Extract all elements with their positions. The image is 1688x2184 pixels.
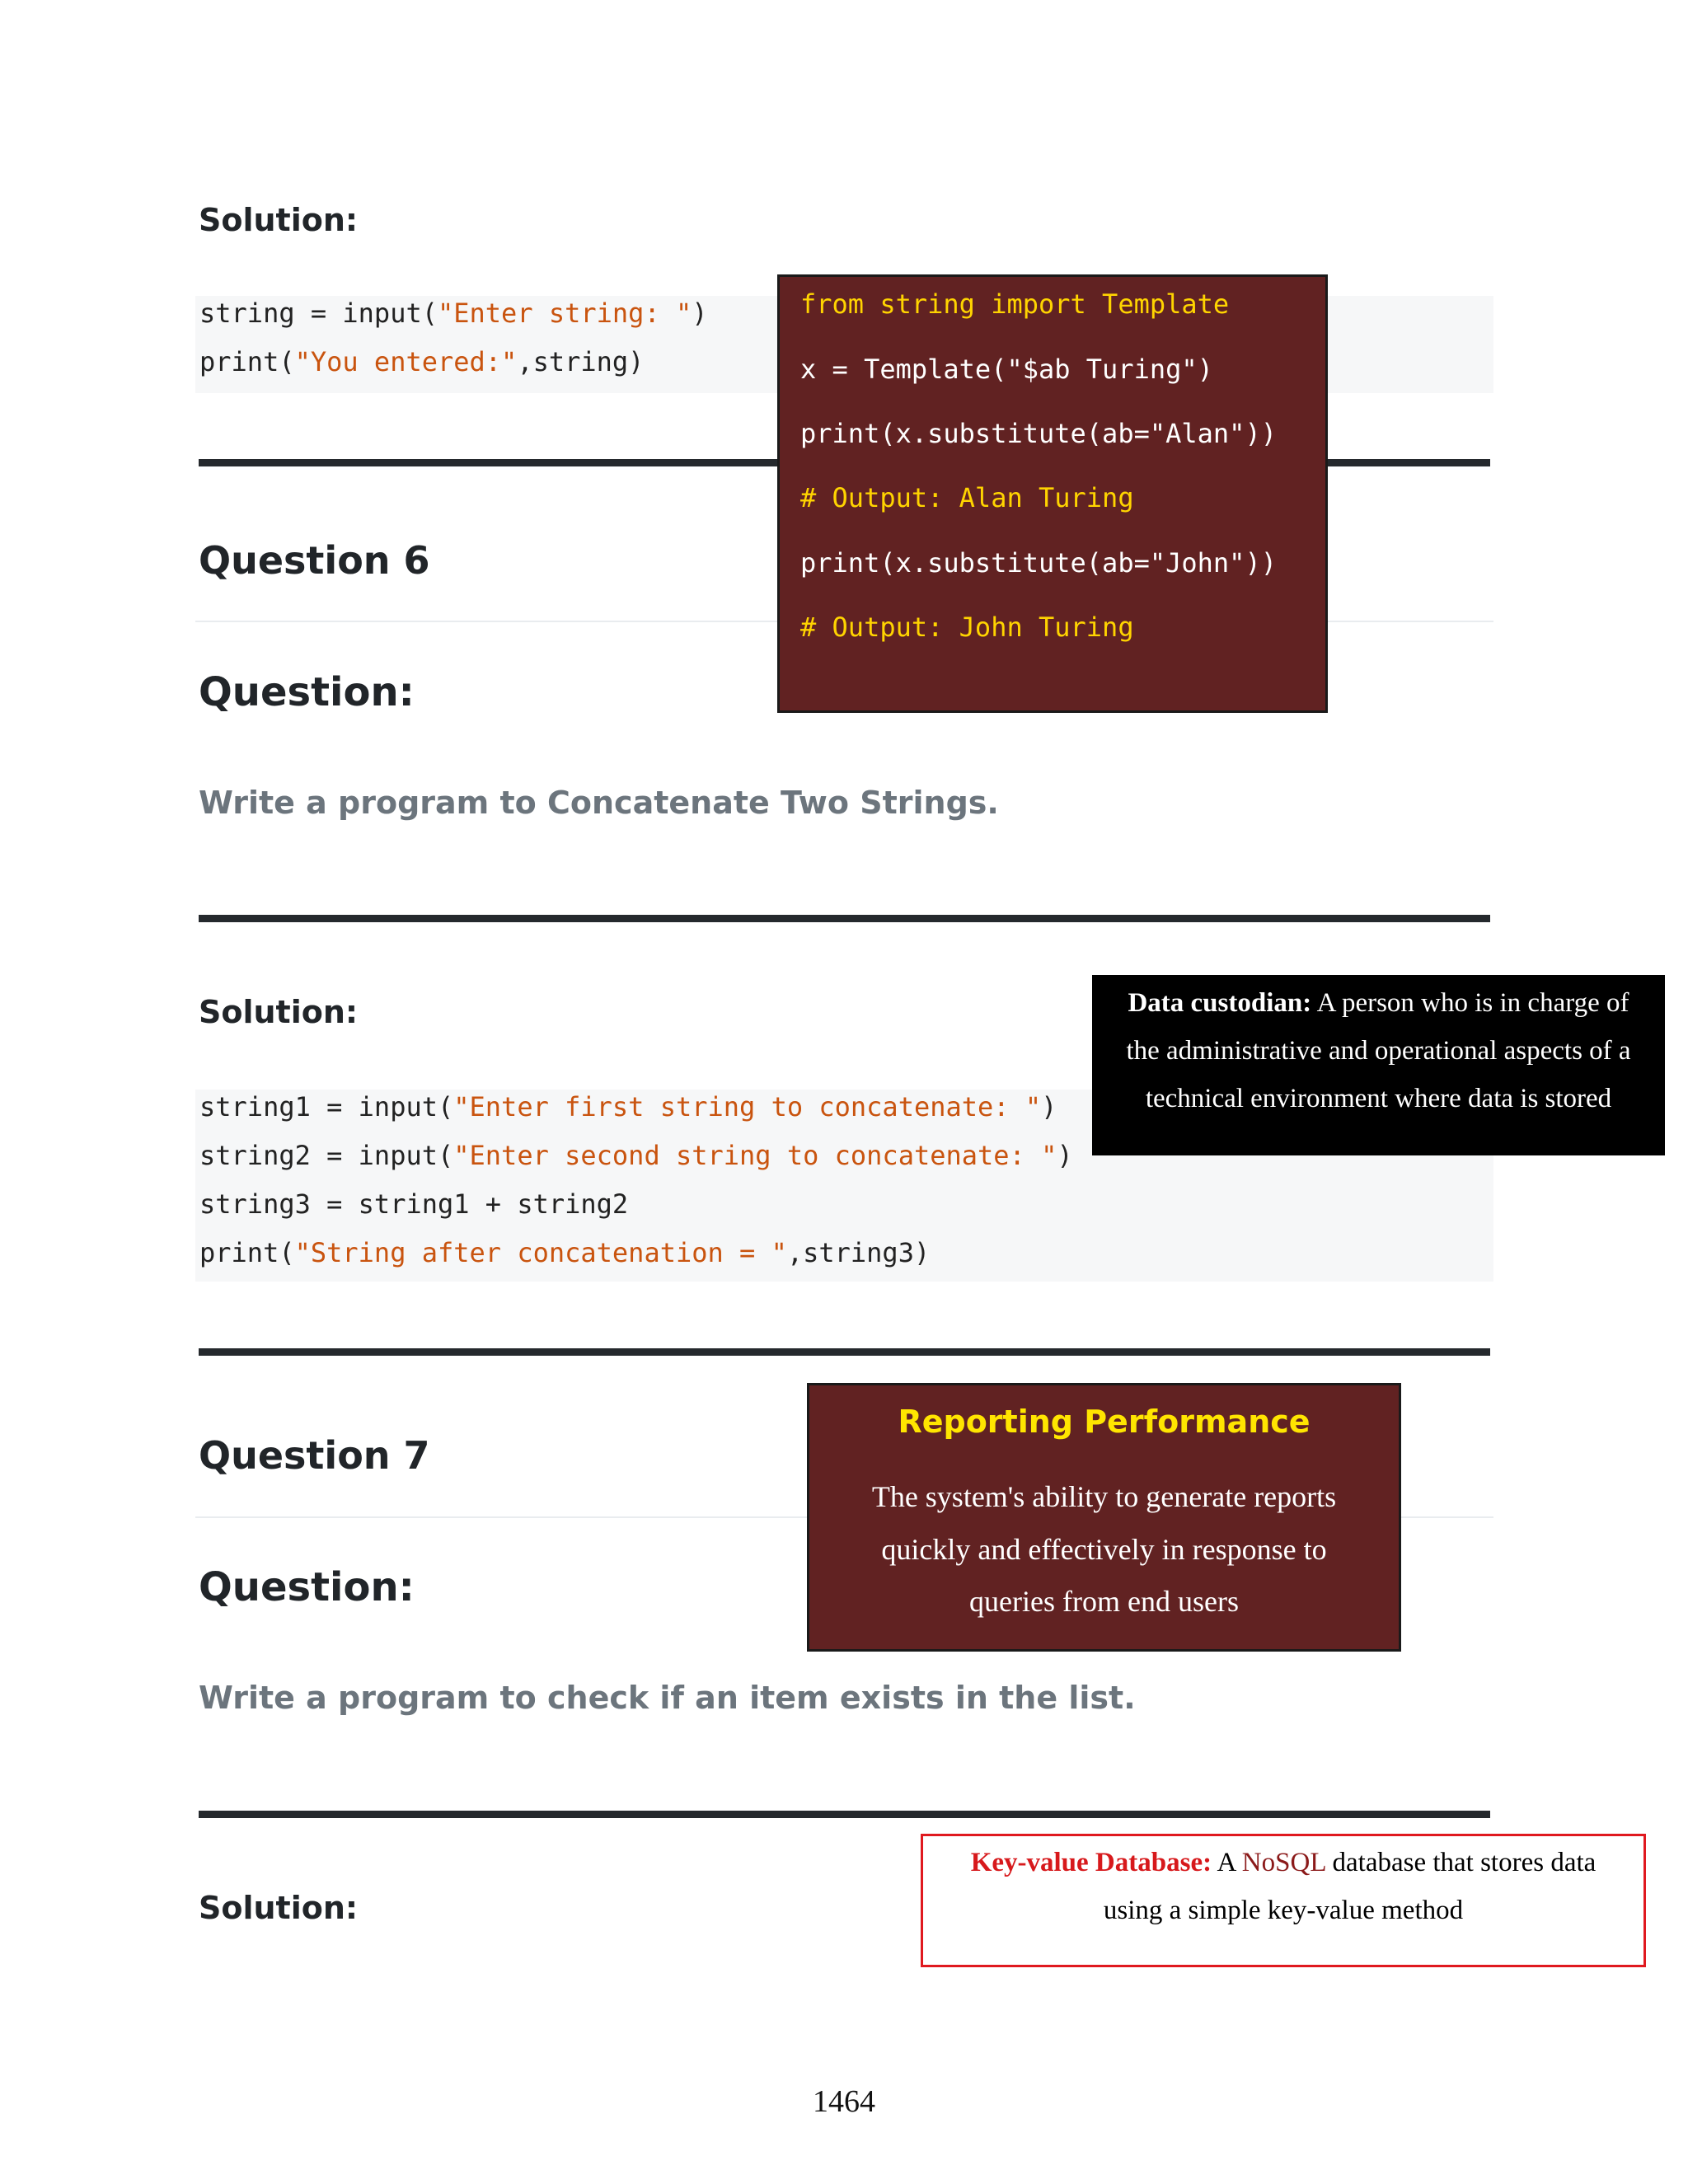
- definition-line: Key-value Database: A NoSQL database that stores data: [970, 1848, 1597, 1877]
- callout-code-line: print(x.substitute(ab="John")): [800, 547, 1277, 579]
- callout-code-line: from string import Template: [800, 288, 1230, 320]
- question-prompt: Write a program to check if an item exists in the list.: [199, 1680, 1136, 1716]
- code-line: string1 = input("Enter first string to concatenate: "): [199, 1091, 1057, 1122]
- solution-heading: Solution:: [199, 1890, 359, 1926]
- callout-code-comment: # Output: John Turing: [800, 612, 1134, 643]
- code-line: string = input("Enter string: "): [199, 298, 708, 329]
- callout-code-comment: # Output: Alan Turing: [800, 482, 1134, 513]
- question-label: Question:: [199, 669, 415, 715]
- callout-code-line: print(x.substitute(ab="Alan")): [800, 418, 1277, 449]
- question-label: Question:: [199, 1564, 415, 1610]
- solution-heading: Solution:: [199, 202, 359, 238]
- page-number: 1464: [813, 2084, 875, 2119]
- definition-line: technical environment where data is stored: [1145, 1084, 1612, 1113]
- callout-title: Reporting Performance: [898, 1404, 1311, 1440]
- question-number: Question 6: [199, 538, 430, 583]
- template-code-callout: [777, 274, 1328, 713]
- divider: [199, 915, 1490, 922]
- definition-term: Data custodian:: [1128, 988, 1312, 1018]
- callout-line: queries from end users: [969, 1585, 1239, 1618]
- code-line: print("You entered:",string): [199, 346, 645, 377]
- code-line: print("String after concatenation = ",string3): [199, 1237, 931, 1268]
- divider: [199, 1348, 1490, 1356]
- callout-line: quickly and effectively in response to: [881, 1533, 1327, 1566]
- question-number: Question 7: [199, 1433, 430, 1478]
- callout-line: The system's ability to generate reports: [871, 1480, 1337, 1513]
- data-custodian-definition: [1092, 975, 1665, 1155]
- key-value-database-definition: [921, 1834, 1646, 1967]
- code-line: string3 = string1 + string2: [199, 1188, 629, 1220]
- question-prompt: Write a program to Concatenate Two Strings.: [199, 785, 999, 821]
- code-line: string2 = input("Enter second string to concatenate: "): [199, 1140, 1073, 1171]
- definition-line: the administrative and operational aspects of a: [1126, 1036, 1631, 1066]
- definition-line: Data custodian: A person who is in charge of: [1128, 988, 1629, 1018]
- divider: [199, 1811, 1490, 1818]
- reporting-performance-callout: [807, 1383, 1401, 1652]
- definition-line: using a simple key-value method: [1103, 1896, 1464, 1925]
- definition-term: Key-value Database:: [970, 1848, 1212, 1877]
- callout-code-line: x = Template("$ab Turing"): [800, 354, 1213, 385]
- solution-heading: Solution:: [199, 994, 359, 1030]
